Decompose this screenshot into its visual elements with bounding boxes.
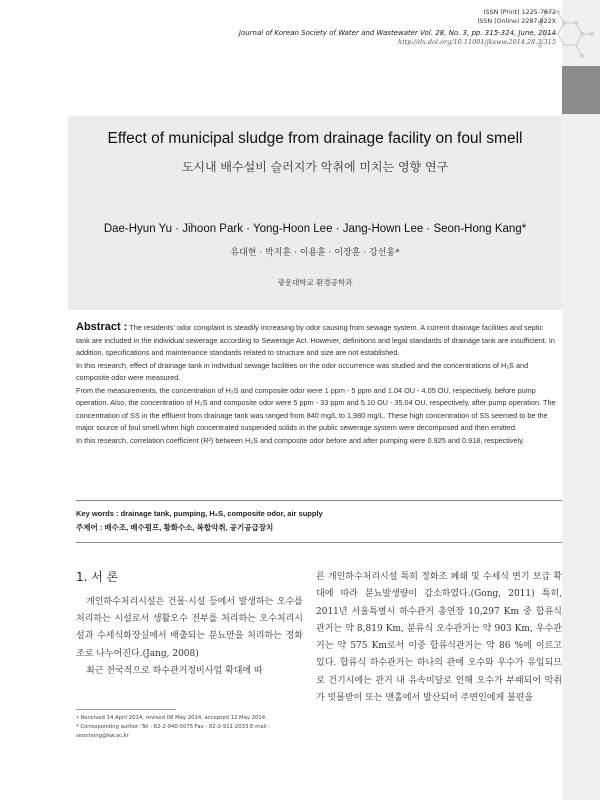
abstract-p4: In this research, correlation coefficient (R²) between H₂S and composite odor before and after pumping were 0.925 and 0.918, respectively. — [76, 435, 525, 445]
margin-marker — [562, 66, 600, 114]
footnote-corresponding: * Corresponding author: Tel : 82-2-940-5075 Fax : 82-2-911-2033 E-mail : seonhong@kw.ac.kr — [76, 724, 271, 739]
keywords — [76, 507, 556, 535]
keywords-kr: 주제어 : 배수조, 배수펌프, 황화수소, 복합악취, 공기공급장치 — [76, 523, 274, 532]
body-column-left — [76, 568, 303, 680]
issn-print: ISSN (Print) 1225-7672 — [483, 9, 556, 16]
author-list: Dae-Hyun Yu · Jihoon Park · Yong-Hoon Lee · Jang-Hown Lee · Seon-Hong Kang* — [103, 223, 527, 235]
abstract-p3: From the measurements, the concentration of H₂S and composite odor were 1 ppm - 5 ppm and 1.04 OU - 4.05 OU, respectively, before pump operation. Also, the concentration of H₂S and composite odor were 5 ppm - 33 ppm and 5.10 OU - 35.04 OU, respectively, after pump operation. The concentration of SS in the effluent from drainage tank was ranged from 840 mg/L to 1,980 mg/L. These high concentration of SS seemed to be the major source of foul smell when high concentrated suspended solids in the public sewerage system were decomposed and then emitted. — [76, 385, 556, 433]
right-margin-band — [562, 0, 600, 800]
doi-link[interactable]: http://dx.doi.org/10.11001/jksww.2014.28.3.315 — [397, 38, 556, 46]
abstract-text-1: The residents' odor complaint is steadily increasing by odor causing from sewage system. A current drainage facilities and septic tank are included in the individual sewerage according to Sewerage Act. However, definitions and legal standards of drainage tank are insufficient. In addition, specifications and maintenance standards related to structure and size are not established. — [76, 323, 555, 358]
paper-title: Effect of municipal sludge from drainage facility on foul smell — [107, 130, 523, 147]
abstract — [76, 321, 556, 447]
footnotes — [76, 714, 308, 741]
intro-paragraph-2: 최근 전국적으로 하수관거정비사업 확대에 따 — [86, 665, 263, 676]
footnote-received: • Received 14 April 2014, revised 08 May 2014, accepted 12 May 2014. — [76, 715, 267, 721]
issn-online: ISSN (Online) 2287-822X — [477, 18, 556, 25]
body-column-right — [316, 569, 562, 707]
divider-top — [76, 500, 562, 501]
intro-paragraph-continued: 른 개인하수처리시설 특히 정화조 폐쇄 및 수세식 변기 보급 확대에 따라 분뇨발생량이 감소하였다.(Gong, 2011) 특히, 2011년 서울특별시 하수관거 총연장 10,297 Km 중 합류식 관거는 약 8,819 Km, 분류식 오수관거는 약 903 Km, 우수관거는 약 575 Km로서 이중 합류식관거는 약 86 %에 이르고 있다. 합류식 하수관거는 하나의 관에 오수와 우수가 유입되므로 건기시에는 관거 내 유속미달로 인해 오수가 부패되어 악취가 빗물받이 또는 맨홀에서 발산되어 주변인에게 불편을 — [316, 572, 562, 704]
abstract-p1 — [76, 321, 556, 360]
author-list-korean: 유대현 · 박지훈 · 이용훈 · 이장훈 · 강선홍* — [230, 248, 400, 258]
affiliation: 광운대학교 환경공학과 — [277, 278, 353, 287]
abstract-label: Abstract : — [76, 321, 128, 333]
journal-header — [239, 8, 556, 47]
abstract-p2: In this research, effect of drainage tank in individual sewage facilities on the odor occurrence was studied and the concentrations of H₂S and composite odor were measured. — [76, 360, 529, 383]
keywords-en: Key words : drainage tank, pumping, H₂S, composite odor, air supply — [76, 509, 323, 518]
intro-paragraph-1: 개인하수처리시설은 건물·시설 등에서 발생하는 오수를 처리하는 시설로서 생활오수 전부를 처리하는 오수처리시설과 수세식화장실에서 배출되는 분뇨만을 처리하는 정화조로 나누어진다.(Jang, 2008) — [76, 597, 303, 659]
paper-title-korean: 도시내 배수설비 슬러지가 악취에 미치는 영향 연구 — [181, 160, 449, 174]
divider-bottom — [76, 542, 562, 543]
footnote-divider — [76, 709, 176, 710]
section-heading-intro: 1. 서 론 — [76, 570, 119, 584]
journal-citation: Journal of Korean Society of Water and Wastewater Vol. 28, No. 3, pp. 315-324, June, 2014 — [238, 29, 556, 37]
